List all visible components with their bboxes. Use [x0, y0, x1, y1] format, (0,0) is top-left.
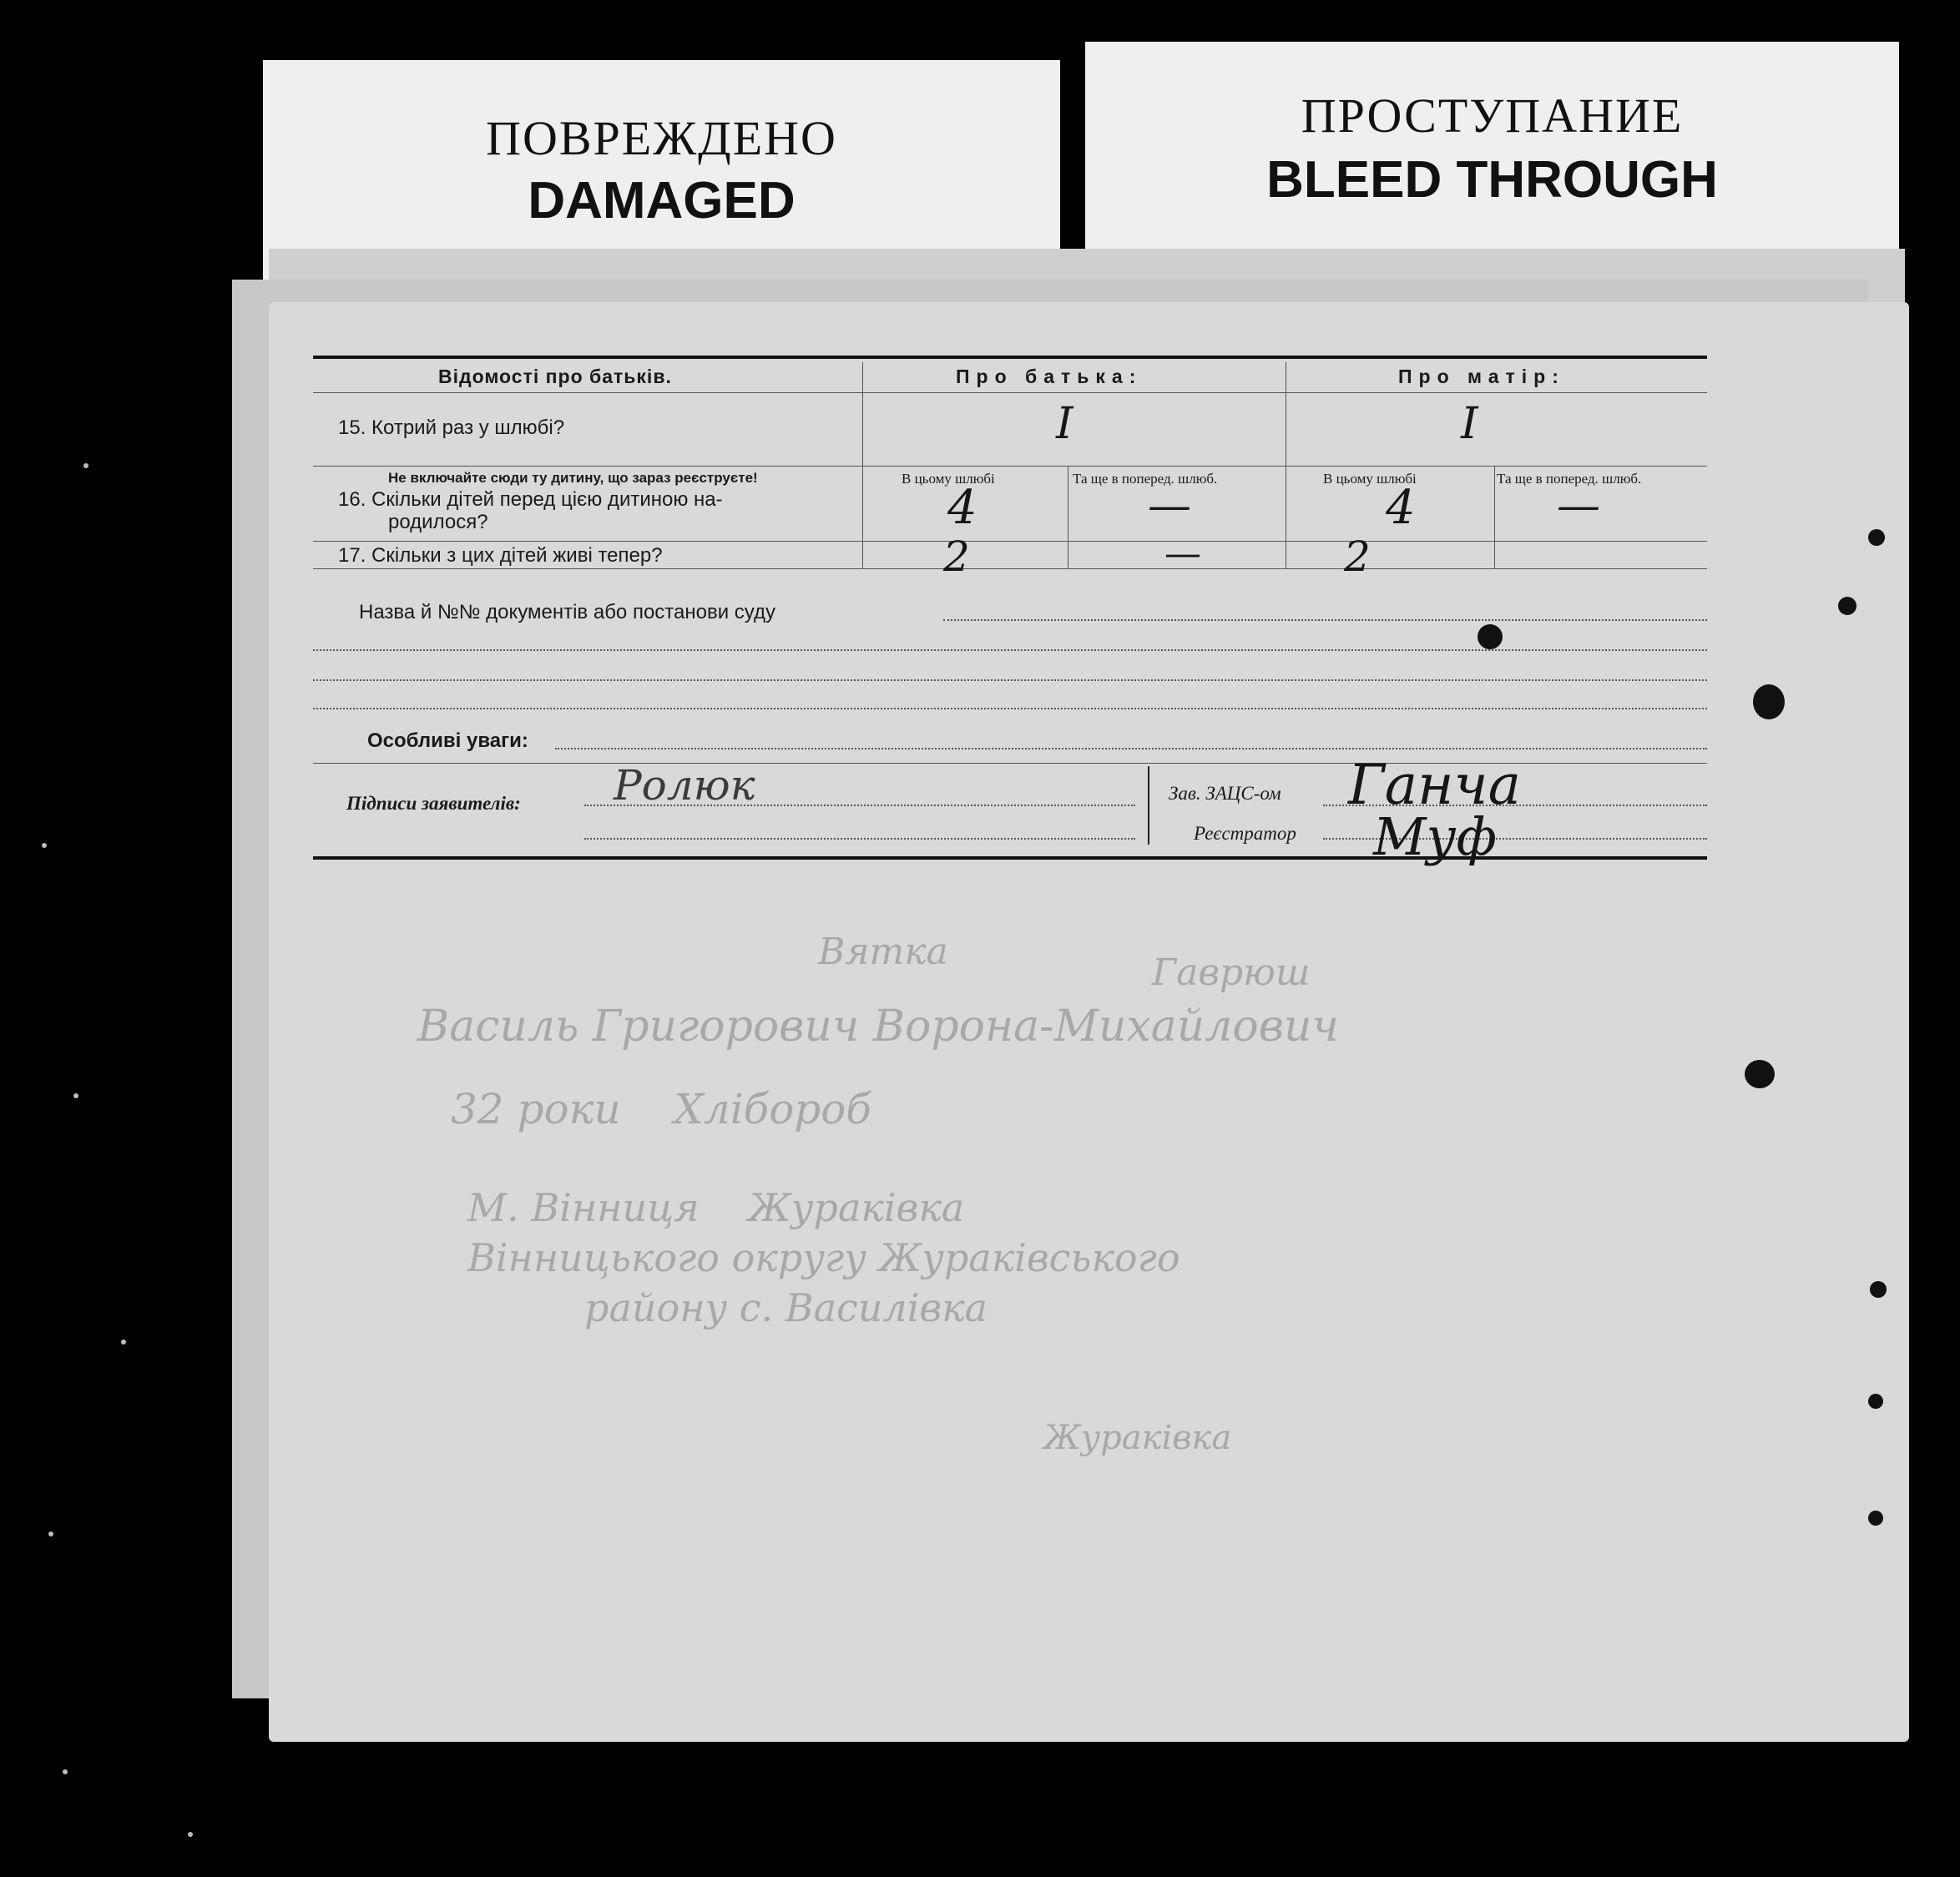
- exclusion-note: Не включайте сюди ту дитину, що зараз реєструєте!: [388, 470, 758, 486]
- mother-living-children-this: 2: [1344, 532, 1371, 581]
- mother-prev-marriage-header: Та ще в поперед. шлюб.: [1497, 471, 1642, 487]
- father-column-header: Про батька:: [956, 366, 1143, 387]
- remarks-label: Особливі уваги:: [367, 729, 528, 752]
- father-children-this-marriage: 4: [947, 481, 977, 535]
- question-17: 17. Скільки з цих дітей живі тепер?: [338, 544, 663, 567]
- registrar-label: Реєстратор: [1194, 823, 1296, 844]
- damaged-label-ru: ПОВРЕЖДЕНО: [486, 111, 837, 165]
- mother-this-marriage-header: В цьому шлюбі: [1323, 471, 1417, 487]
- father-children-prev-marriage: —: [1148, 481, 1191, 531]
- applicant-signature: Ролюк: [614, 761, 755, 810]
- punch-hole: [1868, 1511, 1883, 1526]
- father-living-children-this: 2: [943, 532, 970, 581]
- father-living-children-prev: —: [1164, 532, 1201, 575]
- question-16-line2: родилося?: [388, 511, 488, 533]
- mother-children-this-marriage: 4: [1386, 481, 1416, 535]
- punch-hole: [1868, 529, 1885, 546]
- father-prev-marriage-header: Та ще в поперед. шлюб.: [1073, 471, 1218, 487]
- father-times-married: I: [1056, 399, 1073, 449]
- parents-info-header: Відомості про батьків.: [438, 366, 672, 387]
- question-16-line1: 16. Скільки дітей перед цією дитиною на-: [338, 488, 723, 511]
- father-this-marriage-header: В цьому шлюбі: [902, 471, 995, 487]
- question-15: 15. Котрий раз у шлюбі?: [338, 416, 565, 439]
- applicants-signatures-label: Підписи заявителів:: [346, 793, 521, 814]
- punch-hole: [1838, 597, 1856, 615]
- parents-information-form: [313, 356, 1707, 865]
- head-zags-signature: Ганча: [1348, 753, 1521, 817]
- damaged-label-en: DAMAGED: [528, 172, 796, 230]
- punch-hole: [1745, 1060, 1775, 1088]
- mother-column-header: Про матір:: [1398, 366, 1565, 387]
- bleed-through-label-en: BLEED THROUGH: [1266, 151, 1718, 209]
- registrar-signature: Муф: [1373, 806, 1497, 867]
- punch-hole: [1753, 684, 1785, 719]
- documents-label: Назва й №№ документів або постанови суду: [359, 601, 775, 623]
- mother-children-prev-marriage: —: [1557, 481, 1600, 531]
- punch-hole: [1868, 1394, 1883, 1409]
- punch-hole: [1870, 1281, 1887, 1298]
- mother-times-married: I: [1461, 399, 1478, 449]
- head-zags-label: Зав. ЗАЦС-ом: [1169, 783, 1281, 804]
- bleed-through-label-ru: ПРОСТУПАНИЕ: [1301, 88, 1684, 143]
